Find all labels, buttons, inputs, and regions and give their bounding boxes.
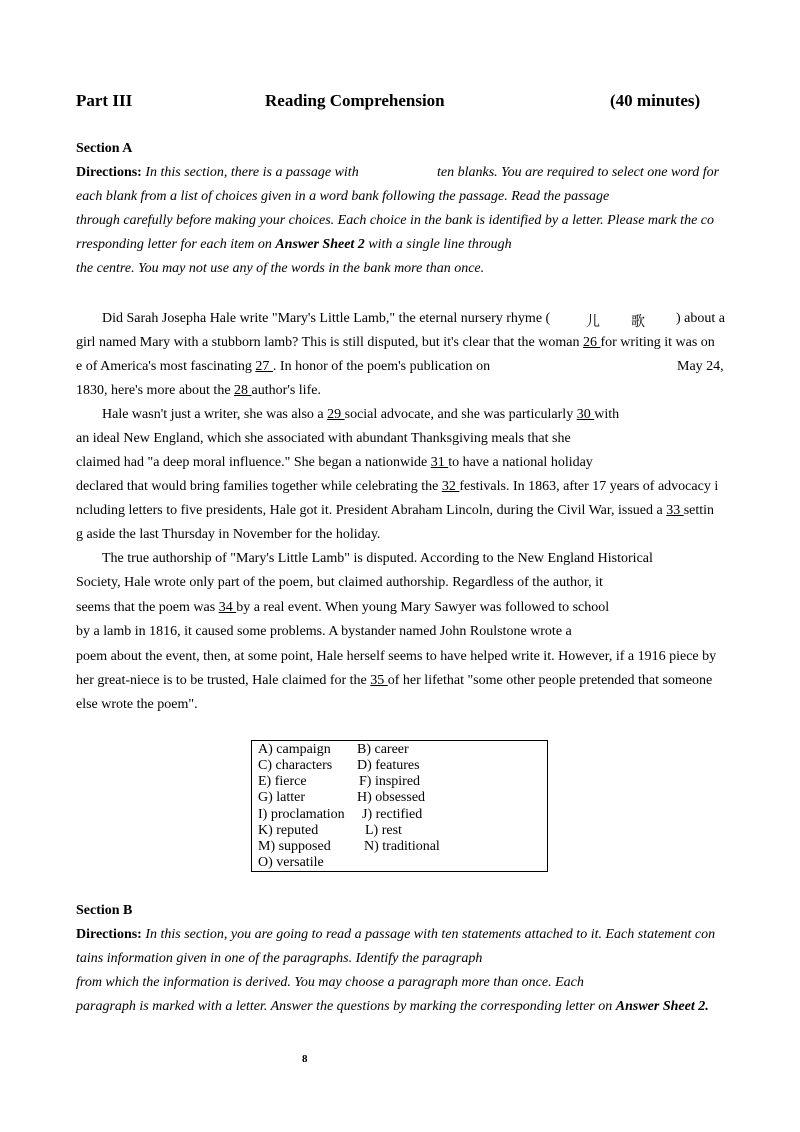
- blank-29: 29: [327, 407, 345, 422]
- passage-cjk-2: 歌: [631, 315, 645, 330]
- passage-line-1: Did Sarah Josepha Hale write "Mary's Little Lamb," the eternal nursery rhyme (: [102, 311, 551, 326]
- section-a-directions-line-5: the centre. You may not use any of the words in the bank more than once.: [76, 261, 485, 276]
- section-b-directions-line-4: paragraph is marked with a letter. Answer the questions by marking the corresponding letter on Answer Sheet 2.: [76, 999, 709, 1014]
- part-label: Part III: [76, 91, 133, 110]
- blank-34: 34: [218, 600, 237, 615]
- page-number: 8: [302, 1053, 308, 1065]
- section-b-directions-line-2: tains information given in one of the paragraphs. Identify the paragraph: [76, 951, 483, 966]
- blank-33: 33: [666, 503, 684, 518]
- passage-line-16: her great-niece is to be trusted, Hale claimed for the 35 of her lifethat "some other people pretended that someone: [76, 673, 713, 688]
- directions-label: Directions:: [76, 927, 142, 942]
- word-bank-item: I) proclamation: [258, 807, 345, 822]
- blank-32: 32: [441, 479, 460, 494]
- answer-sheet-ref: Answer Sheet 2.: [615, 999, 709, 1014]
- word-bank-item: H) obsessed: [357, 790, 426, 805]
- section-a-directions-line-1b: ten blanks. You are required to select one word for: [437, 165, 720, 180]
- section-b-directions-line-3: from which the information is derived. You may choose a paragraph more than once. Each: [76, 975, 584, 990]
- word-bank-item: E) fierce: [258, 774, 307, 789]
- word-bank-item: A) campaign: [258, 742, 331, 757]
- passage-line-10: g aside the last Thursday in November for the holiday.: [76, 527, 381, 542]
- passage-line-13: seems that the poem was 34 by a real event. When young Mary Sawyer was followed to school: [76, 600, 610, 615]
- word-bank-item: M) supposed: [258, 839, 331, 854]
- part-time: (40 minutes): [610, 91, 701, 110]
- word-bank-item: F) inspired: [359, 774, 421, 789]
- blank-35: 35: [370, 673, 388, 688]
- blank-31: 31: [430, 455, 449, 470]
- passage-cjk-1: 儿: [586, 315, 600, 330]
- directions-label: Directions:: [76, 165, 142, 180]
- word-bank-item: J) rectified: [362, 807, 423, 822]
- section-a-directions-line-4: rresponding letter for each item on Answer Sheet 2 with a single line through: [76, 237, 512, 252]
- passage-line-15: poem about the event, then, at some point, Hale herself seems to have helped write it. However, if a 1916 piece by: [76, 649, 717, 664]
- word-bank-item: N) traditional: [364, 839, 440, 854]
- blank-26: 26: [582, 335, 601, 350]
- passage-line-14: by a lamb in 1816, it caused some problems. A bystander named John Roulstone wrote a: [76, 624, 572, 639]
- word-bank-item: K) reputed: [258, 823, 319, 838]
- blank-27: 27: [255, 359, 273, 374]
- blank-30: 30: [576, 407, 595, 422]
- section-a-directions-line-2: each blank from a list of choices given in a word bank following the passage. Read the passage: [76, 189, 610, 204]
- word-bank-item: L) rest: [365, 823, 402, 838]
- passage-line-7: claimed had "a deep moral influence." She began a nationwide 31 to have a national holiday: [76, 455, 593, 470]
- section-a-directions-line-3: through carefully before making your choices. Each choice in the bank is identified by a letter. Please mark the co: [76, 213, 714, 228]
- word-bank-item: C) characters: [258, 758, 333, 773]
- section-b-directions-line-1: Directions: In this section, you are going to read a passage with ten statements attached to it. Each statement con: [76, 927, 716, 942]
- passage-line-2: girl named Mary with a stubborn lamb? This is still disputed, but it's clear that the woman 26 for writing it was on: [76, 335, 715, 350]
- answer-sheet-ref: Answer Sheet 2: [275, 237, 365, 252]
- passage-line-3-date: May 24,: [677, 359, 724, 374]
- passage-line-9: ncluding letters to five presidents, Hale got it. President Abraham Lincoln, during the Civil War, issued a 33 settin: [76, 503, 715, 518]
- word-bank-item: D) features: [357, 758, 420, 773]
- section-a-heading: Section A: [76, 141, 133, 156]
- part-title: Reading Comprehension: [265, 91, 445, 110]
- word-bank: [251, 740, 548, 872]
- passage-line-6: an ideal New England, which she associated with abundant Thanksgiving meals that she: [76, 431, 571, 446]
- passage-line-8: declared that would bring families together while celebrating the 32 festivals. In 1863, after 17 years of advocacy i: [76, 479, 719, 494]
- passage-line-12: Society, Hale wrote only part of the poem, but claimed authorship. Regardless of the author, it: [76, 575, 603, 590]
- passage-line-17: else wrote the poem".: [76, 697, 198, 712]
- word-bank-item: B) career: [357, 742, 409, 757]
- passage-line-3: e of America's most fascinating 27 . In honor of the poem's publication on: [76, 359, 491, 374]
- section-a-directions-line-1: Directions: In this section, there is a passage with: [76, 165, 359, 180]
- passage-line-5: Hale wasn't just a writer, she was also a 29 social advocate, and she was particularly 30 with: [102, 407, 620, 422]
- section-b-heading: Section B: [76, 903, 133, 918]
- word-bank-item: G) latter: [258, 790, 306, 805]
- passage-line-1-end: ) about a: [676, 311, 725, 326]
- blank-28: 28: [234, 383, 252, 398]
- passage-line-11: The true authorship of "Mary's Little Lamb" is disputed. According to the New England Historical: [102, 551, 653, 566]
- word-bank-item: O) versatile: [258, 855, 324, 870]
- passage-line-4: 1830, here's more about the 28 author's life.: [76, 383, 321, 398]
